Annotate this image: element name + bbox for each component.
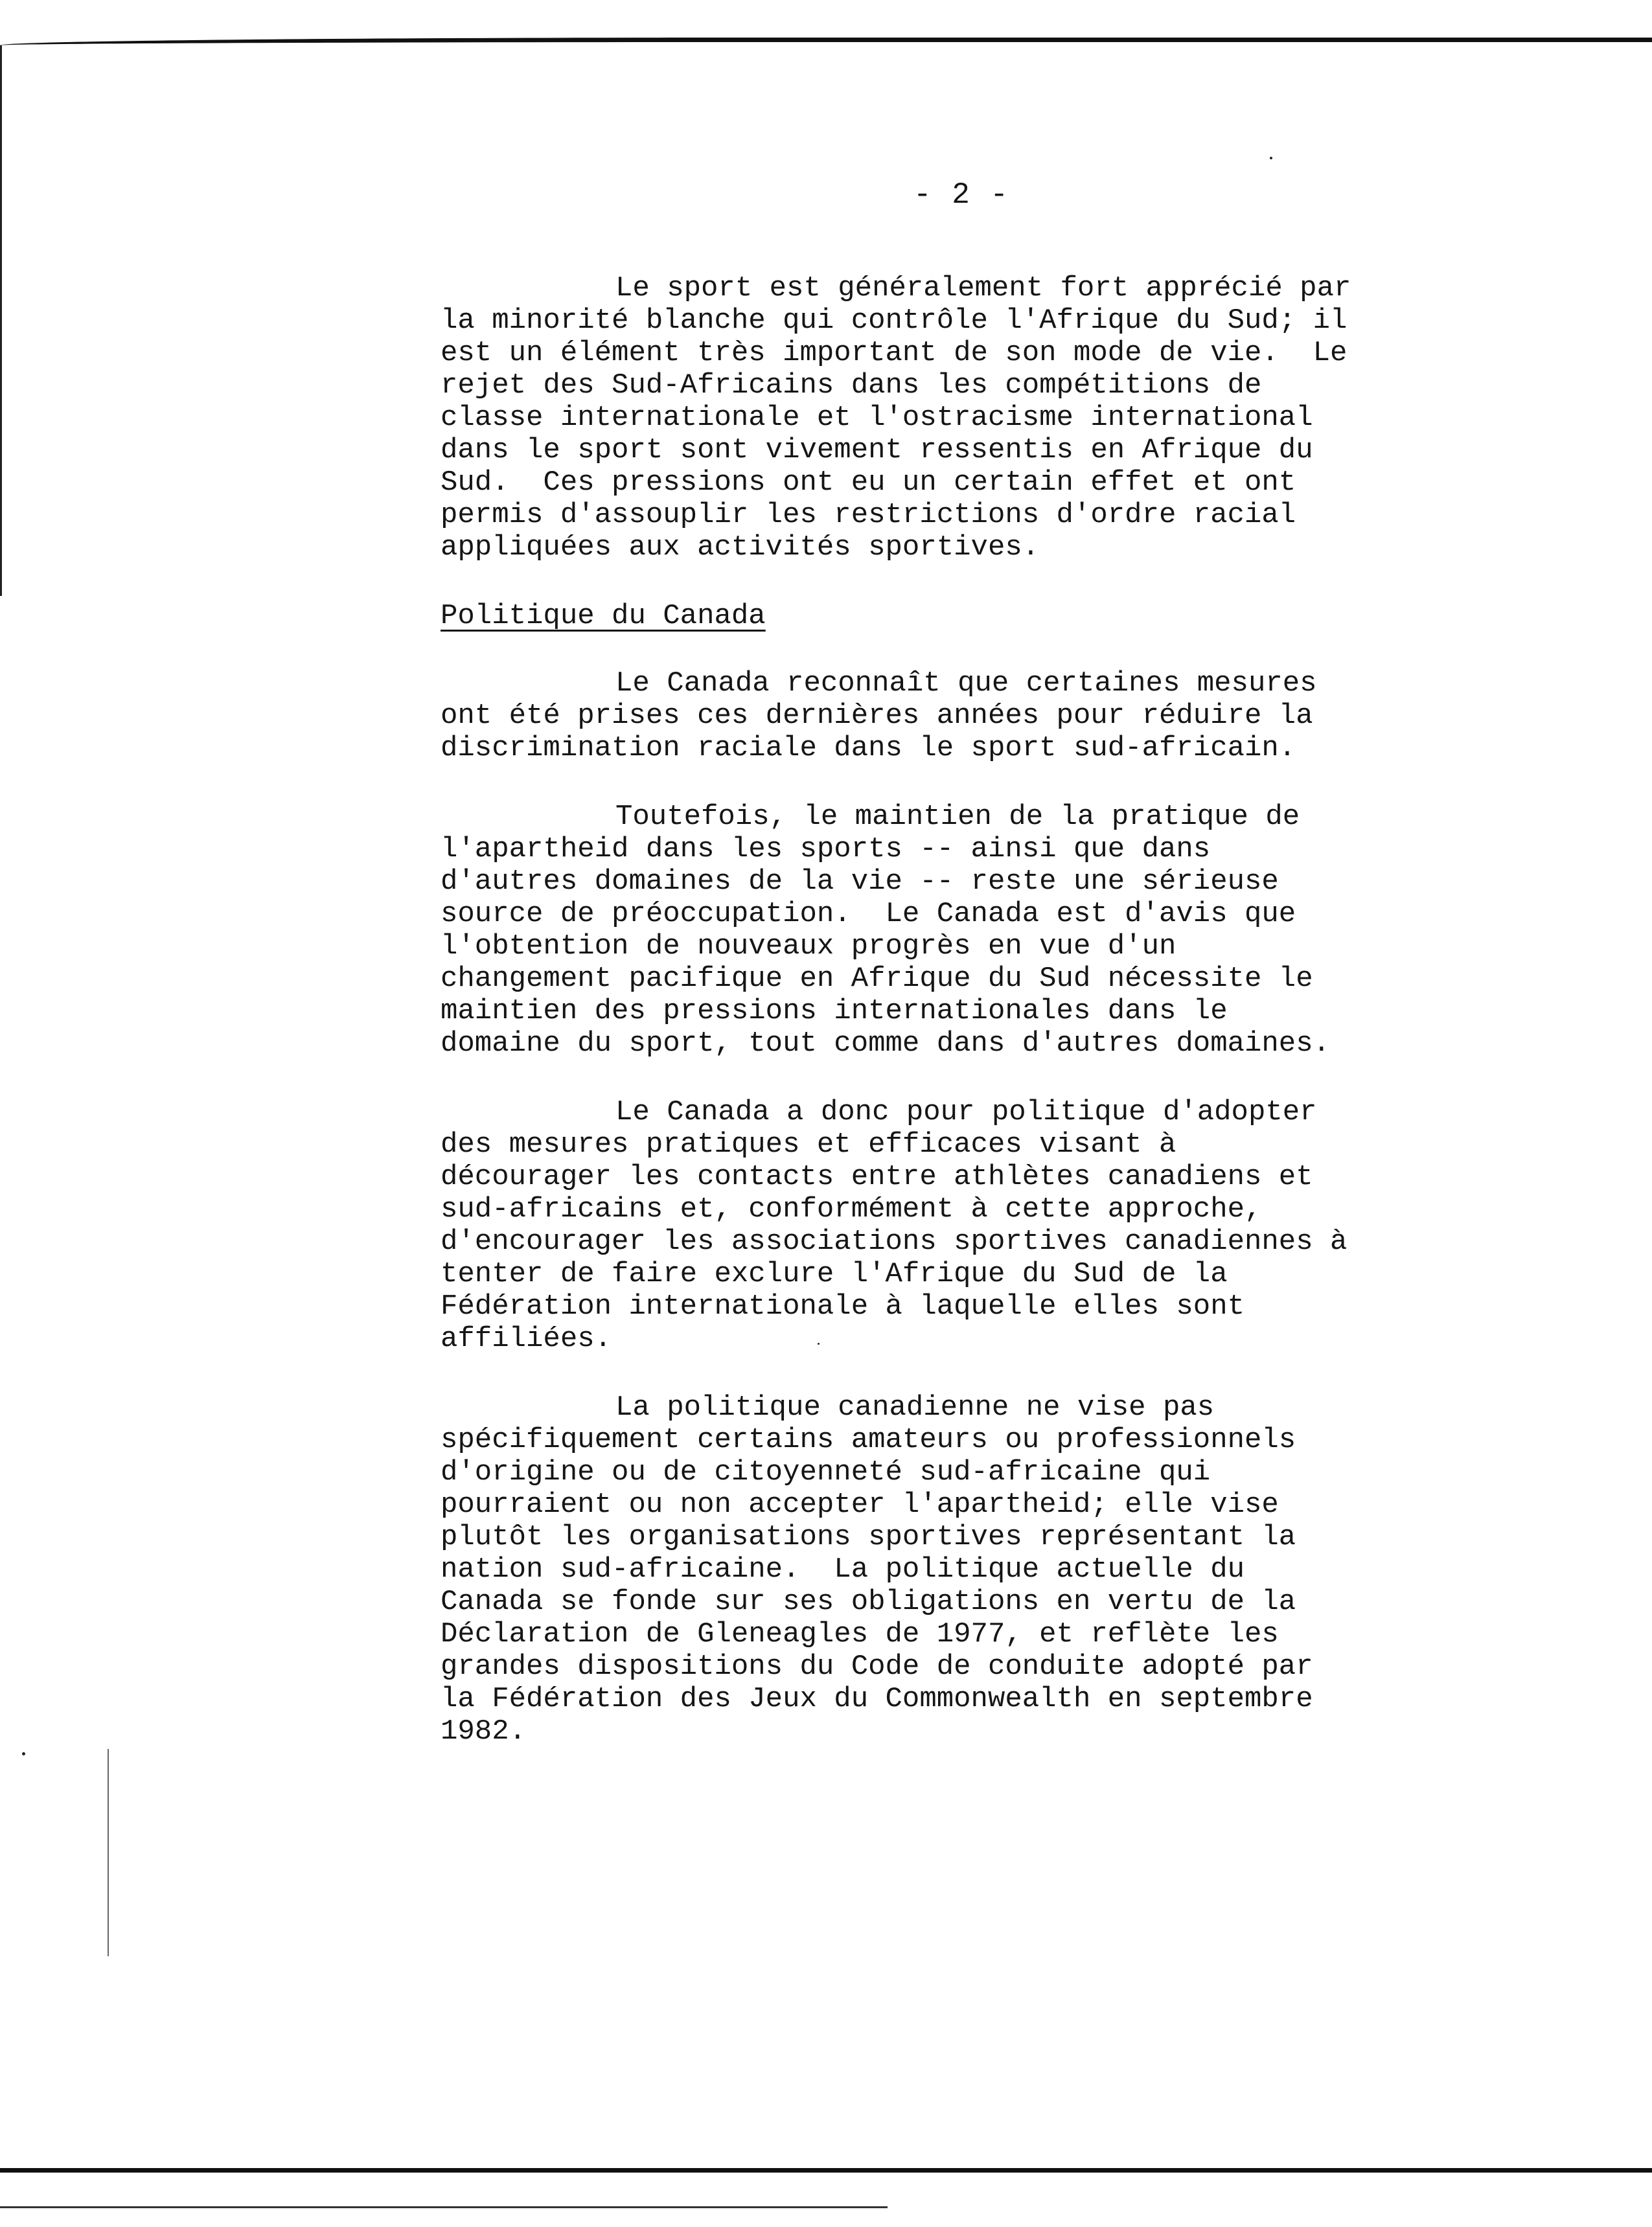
scan-top-border — [0, 38, 1652, 45]
text-line: rejet des Sud-Africains dans les compétitions de — [441, 369, 1262, 402]
paragraph-policy-scope — [441, 1391, 1490, 1748]
page-number: - 2 - — [913, 178, 1010, 212]
text-line: La politique canadienne ne vise pas — [615, 1391, 1215, 1424]
text-line: d'autres domaines de la vie -- reste une sérieuse — [441, 865, 1279, 898]
text-line: classe internationale et l'ostracisme international — [441, 402, 1313, 434]
scan-bottom-thin-line — [0, 2206, 888, 2208]
text-line: grandes dispositions du Code de conduite adopté par — [441, 1650, 1313, 1683]
text-line: Déclaration de Gleneagles de 1977, et reflète les — [441, 1618, 1279, 1650]
text-line: plutôt les organisations sportives représentant la — [441, 1521, 1296, 1553]
text-line: Canada se fonde sur ses obligations en vertu de la — [441, 1586, 1296, 1618]
text-line: Le Canada a donc pour politique d'adopter — [615, 1096, 1317, 1128]
scan-bottom-border — [0, 2165, 1652, 2173]
text-line: Toutefois, le maintien de la pratique de — [615, 801, 1300, 833]
text-line: nation sud-africaine. La politique actuelle du — [441, 1553, 1245, 1586]
paragraph-canada-recognizes — [441, 667, 1490, 764]
text-line: spécifiquement certains amateurs ou professionnels — [441, 1424, 1296, 1456]
text-line: tenter de faire exclure l'Afrique du Sud de la — [441, 1258, 1228, 1290]
text-line: permis d'assouplir les restrictions d'ordre racial — [441, 499, 1296, 531]
section-heading: Politique du Canada — [441, 600, 766, 632]
text-line: sud-africains et, conformément à cette approche, — [441, 1193, 1262, 1226]
paragraph-apartheid-concern — [441, 801, 1490, 1060]
text-line: Le sport est généralement fort apprécié par — [615, 272, 1351, 304]
text-line: d'origine ou de citoyenneté sud-africaine qui — [441, 1456, 1211, 1489]
scan-speck — [22, 1752, 25, 1755]
text-line: décourager les contacts entre athlètes canadiens et — [441, 1161, 1313, 1193]
scan-left-edge — [0, 45, 2, 596]
text-line: maintien des pressions internationales dans le — [441, 995, 1228, 1027]
text-line: Le Canada reconnaît que certaines mesures — [615, 667, 1317, 700]
text-line: dans le sport sont vivement ressentis en Afrique du — [441, 434, 1313, 466]
text-line: pourraient ou non accepter l'apartheid; elle vise — [441, 1489, 1279, 1521]
document-body — [441, 272, 1490, 1784]
scan-margin-mark — [108, 1749, 109, 1956]
text-line: d'encourager les associations sportives canadiennes à — [441, 1226, 1348, 1258]
text-line: source de préoccupation. Le Canada est d'avis que — [441, 898, 1296, 930]
paragraph-canadian-policy — [441, 1096, 1490, 1355]
text-line: affiliées. — [441, 1323, 612, 1355]
paragraph-intro — [441, 272, 1490, 564]
text-line: est un élément très important de son mode de vie. Le — [441, 337, 1348, 369]
text-line: discrimination raciale dans le sport sud-africain. — [441, 732, 1296, 764]
text-line: appliquées aux activités sportives. — [441, 531, 1040, 564]
text-line: la minorité blanche qui contrôle l'Afrique du Sud; il — [441, 304, 1348, 337]
text-line: domaine du sport, tout comme dans d'autres domaines. — [441, 1027, 1331, 1060]
text-line: l'obtention de nouveaux progrès en vue d'un — [441, 930, 1176, 963]
text-line: ont été prises ces dernières années pour réduire la — [441, 700, 1313, 732]
text-line: Sud. Ces pressions ont eu un certain effet et ont — [441, 466, 1296, 499]
text-line: 1982. — [441, 1715, 527, 1748]
text-line: Fédération internationale à laquelle elles sont — [441, 1290, 1245, 1323]
text-line: l'apartheid dans les sports -- ainsi que dans — [441, 833, 1211, 865]
text-line: des mesures pratiques et efficaces visant à — [441, 1128, 1176, 1161]
text-line: la Fédération des Jeux du Commonwealth en septembre — [441, 1683, 1313, 1715]
scan-speck — [1270, 157, 1272, 159]
text-line: changement pacifique en Afrique du Sud nécessite le — [441, 963, 1313, 995]
